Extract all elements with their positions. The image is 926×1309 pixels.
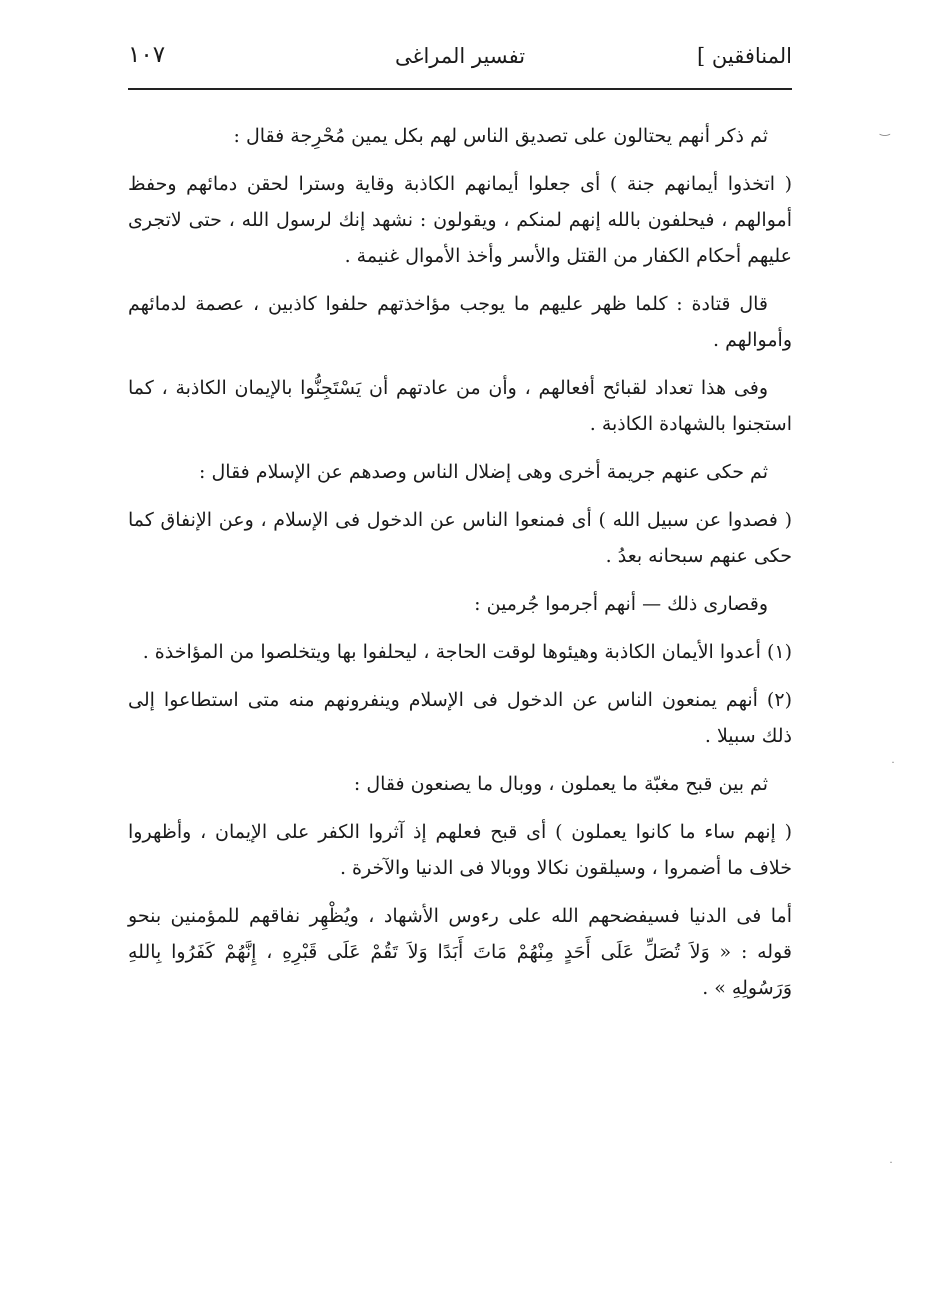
page-body	[128, 118, 792, 1018]
scan-speck: ‿	[880, 122, 890, 136]
header-divider	[128, 88, 792, 90]
book-title: تفسير المراغى	[394, 44, 526, 68]
paragraph: قال قتادة : كلما ظهر عليهم ما يوجب مؤاخذتهم حلفوا كاذبين ، عصمة لدمائهم وأموالهم .	[128, 293, 792, 351]
paragraph: (١) أعدوا الأيمان الكاذبة وهيئوها لوقت الحاجة ، ليحلفوا بها ويتخلصوا من المؤاخذة .	[142, 641, 792, 663]
scan-speck: ˙	[890, 760, 896, 774]
paragraph: ثم حكى عنهم جريمة أخرى وهى إضلال الناس وصدهم عن الإسلام فقال :	[199, 461, 768, 483]
paragraph: ثم ذكر أنهم يحتالون على تصديق الناس لهم بكل يمين مُحْرِجة فقال :	[233, 125, 768, 147]
paragraph: أما فى الدنيا فسيفضحهم الله على رءوس الأشهاد ، ويُظْهِر نفاقهم للمؤمنين بنحو قوله : « وَلاَ تُصَلِّ عَلَى أَحَدٍ مِنْهُمْ مَاتَ أَبَدًا وَلاَ تَقُمْ عَلَى قَبْرِهِ ، إِنَّهُمْ كَفَرُوا بِاللهِ وَرَسُولِهِ » .	[128, 905, 792, 999]
paragraph: ( إنهم ساء ما كانوا يعملون ) أى قبح فعلهم إذ آثروا الكفر على الإيمان ، وأظهروا خلاف ما أضمروا ، وسيلقون نكالا ووبالا فى الدنيا والآخرة .	[128, 821, 792, 879]
paragraph: (٢) أنهم يمنعون الناس عن الدخول فى الإسلام وينفرونهم منه متى استطاعوا إلى ذلك سبيلا .	[128, 689, 792, 747]
page-header	[128, 40, 792, 82]
chapter-title: المنافقين ]	[697, 44, 792, 68]
scan-speck: ˙	[888, 1160, 894, 1174]
page-number: ١٠٧	[128, 42, 166, 68]
paragraph: ثم بين قبح مغبّة ما يعملون ، ووبال ما يصنعون فقال :	[353, 773, 768, 795]
paragraph: ( فصدوا عن سبيل الله ) أى فمنعوا الناس عن الدخول فى الإسلام ، وعن الإنفاق كما حكى عنهم سبحانه بعدُ .	[128, 509, 792, 567]
paragraph: ( اتخذوا أيمانهم جنة ) أى جعلوا أيمانهم الكاذبة وقاية وسترا لحقن دمائهم وحفظ أموالهم ، فيحلفون بالله إنهم لمنكم ، ويقولون : نشهد إنك لرسول الله ، حتى لاتجرى عليهم أحكام الكفار من القتل والأسر وأخذ الأموال غنيمة .	[128, 173, 792, 267]
paragraph: وفى هذا تعداد لقبائح أفعالهم ، وأن من عادتهم أن يَسْتَجِنُّوا بالإيمان الكاذبة ، كما استجنوا بالشهادة الكاذبة .	[128, 377, 792, 435]
paragraph: وقصارى ذلك — أنهم أجرموا جُرمين :	[474, 593, 768, 615]
